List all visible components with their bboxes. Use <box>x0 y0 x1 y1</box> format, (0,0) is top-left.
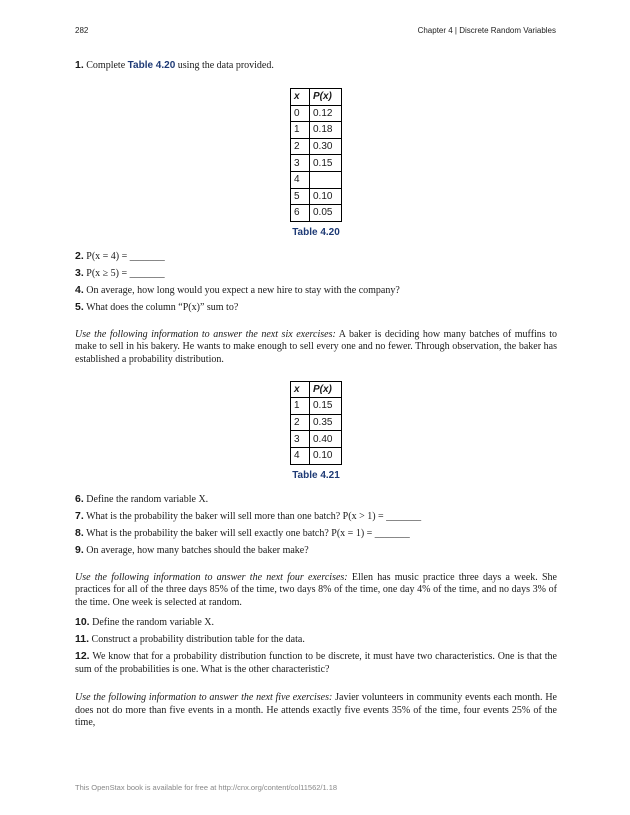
exercise-1 <box>75 59 557 72</box>
exercise-text: Complete <box>86 60 128 71</box>
cell-x: 2 <box>291 414 310 431</box>
exercise-text: P(x ≥ 5) = _______ <box>86 267 165 279</box>
intro-text: Ellen has music practice three days a week. She practices for all of the three days 85% of the time, two days 8% of the time, one day 4% of the time, and no days 3% of the time. One week is selected at random. <box>75 571 557 608</box>
table-row <box>291 171 342 188</box>
exercise-number: 4. <box>75 283 84 296</box>
exercise-text: What is the probability the baker will sell more than one batch? P(x > 1) = _______ <box>86 510 422 522</box>
intro-lead: Use the following information to answer the next six exercises: <box>75 328 336 340</box>
cell-x: 6 <box>291 205 310 222</box>
exercise-6 <box>75 493 557 506</box>
exercise-number: 11. <box>75 633 90 646</box>
cell-px: 0.35 <box>310 414 342 431</box>
table-row <box>291 188 342 205</box>
cell-px: 0.10 <box>310 188 342 205</box>
exercise-number: 5. <box>75 300 84 313</box>
table-row <box>291 414 342 431</box>
cell-x: 3 <box>291 431 310 448</box>
table-row <box>291 105 342 122</box>
cell-px: 0.15 <box>310 398 342 415</box>
cell-x: 2 <box>291 138 310 155</box>
exercise-text: What is the probability the baker will sell exactly one batch? P(x = 1) = _______ <box>86 527 410 539</box>
table-header-row <box>291 381 342 398</box>
exercise-text: Define the random variable X. <box>92 617 215 629</box>
page-header <box>75 26 556 35</box>
table-caption: Table 4.20 <box>292 226 340 238</box>
column-header-x: x <box>291 381 310 398</box>
table-header-row <box>291 89 342 106</box>
exercise-4 <box>75 284 557 297</box>
page-footer: This OpenStax book is available for free at http://cnx.org/content/col11562/1.18 <box>75 783 338 792</box>
table-row <box>291 447 342 464</box>
exercise-3 <box>75 267 557 280</box>
cell-px-empty <box>310 171 342 188</box>
exercise-11 <box>75 633 557 646</box>
exercise-intro-javier <box>75 692 557 730</box>
exercise-intro-ellen <box>75 572 557 610</box>
cell-x: 5 <box>291 188 310 205</box>
exercise-number: 3. <box>75 266 84 279</box>
page-number: 282 <box>75 26 89 35</box>
exercise-number: 2. <box>75 249 84 262</box>
table-row <box>291 431 342 448</box>
exercise-12 <box>75 650 557 676</box>
cell-x: 1 <box>291 398 310 415</box>
column-header-x: x <box>291 89 310 106</box>
table-4-20-link[interactable]: Table 4.20 <box>127 60 176 71</box>
intro-lead: Use the following information to answer the next four exercises: <box>75 571 348 583</box>
exercise-number: 6. <box>75 492 84 505</box>
cell-px: 0.05 <box>310 205 342 222</box>
exercise-text: P(x = 4) = _______ <box>86 250 165 262</box>
exercise-number: 7. <box>75 509 84 522</box>
cell-x: 3 <box>291 155 310 172</box>
exercise-text: Define the random variable X. <box>86 493 209 505</box>
cell-px: 0.30 <box>310 138 342 155</box>
table-4-20 <box>290 88 342 222</box>
table-row <box>291 155 342 172</box>
cell-px: 0.40 <box>310 431 342 448</box>
exercise-intro-baker <box>75 329 557 367</box>
exercise-text: using the data provided. <box>175 60 274 71</box>
cell-x: 4 <box>291 171 310 188</box>
exercise-5 <box>75 301 557 314</box>
exercise-text: What does the column “P(x)” sum to? <box>86 301 239 313</box>
exercise-number: 9. <box>75 543 84 556</box>
table-row <box>291 122 342 139</box>
chapter-title: Chapter 4 | Discrete Random Variables <box>417 26 556 35</box>
exercise-7 <box>75 510 557 523</box>
exercise-text: On average, how long would you expect a new hire to stay with the company? <box>86 284 400 296</box>
cell-x: 0 <box>291 105 310 122</box>
exercise-2 <box>75 250 557 263</box>
cell-px: 0.15 <box>310 155 342 172</box>
exercise-number: 12. <box>75 650 90 663</box>
cell-px: 0.12 <box>310 105 342 122</box>
exercise-9 <box>75 544 557 557</box>
exercise-text: We know that for a probability distribution function to be discrete, it must have two characteristics. One is that the sum of the probabilities is one. What is the other characteristic? <box>75 651 557 676</box>
exercise-number: 1. <box>75 59 84 71</box>
cell-px: 0.18 <box>310 122 342 139</box>
page-content <box>75 59 557 730</box>
table-row <box>291 205 342 222</box>
intro-lead: Use the following information to answer the next five exercises: <box>75 692 333 704</box>
exercise-text: Construct a probability distribution table for the data. <box>91 634 305 646</box>
table-caption: Table 4.21 <box>292 469 340 481</box>
intro-text: A baker is deciding how many batches of muffins to make to sell in his bakery. He wants to make enough to sell every one and no fewer. Through observation, the baker has established a probability distribution. <box>75 328 557 365</box>
exercise-text: On average, how many batches should the baker make? <box>86 544 309 556</box>
cell-x: 1 <box>291 122 310 139</box>
exercise-10 <box>75 616 557 629</box>
cell-x: 4 <box>291 447 310 464</box>
table-4-21 <box>290 381 342 465</box>
exercise-8 <box>75 527 557 540</box>
table-row <box>291 138 342 155</box>
cell-px: 0.10 <box>310 447 342 464</box>
intro-text: Javier volunteers in community events each month. He does not do more than five events in a month. He attends exactly five events 35% of the time, four events 25% of the time, <box>75 692 557 729</box>
exercise-number: 8. <box>75 526 84 539</box>
exercise-number: 10. <box>75 616 90 629</box>
column-header-px: P(x) <box>310 381 342 398</box>
table-row <box>291 398 342 415</box>
column-header-px: P(x) <box>310 89 342 106</box>
